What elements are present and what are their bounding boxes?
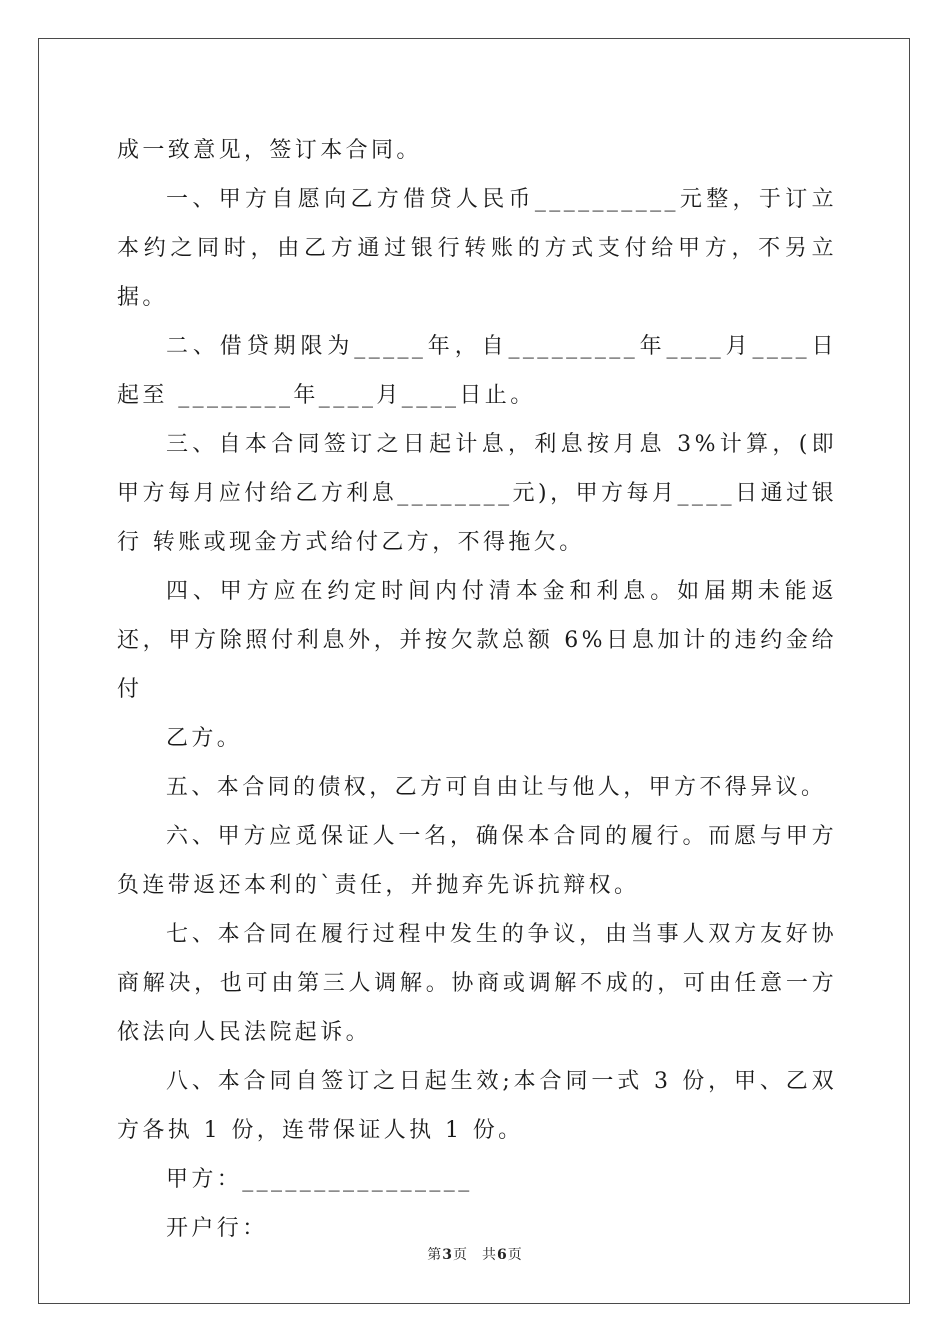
total-suffix: 页 <box>507 1247 523 1263</box>
page-footer <box>0 1244 950 1264</box>
page-suffix: 页 <box>453 1247 468 1263</box>
clause-7: 七、本合同在履行过程中发生的争议，由当事人双方友好协商解决，也可由第三人调解。协商或调解不成的，可由任意一方 依法向人民法院起诉。 <box>117 922 848 1045</box>
document-body <box>117 126 848 1253</box>
paragraph-intro: 成一致意见，签订本合同。 <box>117 138 422 163</box>
clause-6: 六、甲方应觅保证人一名，确保本合同的履行。而愿与甲方负连带返还本利的`责任，并抛弃先诉抗辩权。 <box>117 824 837 898</box>
page-prefix: 第 <box>427 1247 443 1263</box>
party-a-signature-line: 甲方：________________ <box>166 1167 473 1192</box>
total-pages: 6 <box>497 1247 508 1263</box>
bank-account-line: 开户行： <box>166 1216 268 1241</box>
clause-2: 二、借贷期限为_____年，自_________年____月____日起至 ________年____月____日止。 <box>117 334 837 408</box>
clause-1: 一、甲方自愿向乙方借贷人民币__________元整，于订立本约之同时，由乙方通过银行转账的方式支付给甲方，不另立据。 <box>117 187 837 310</box>
total-prefix: 共 <box>482 1247 497 1263</box>
clause-5: 五、本合同的债权，乙方可自由让与他人，甲方不得异议。 <box>166 775 827 800</box>
clause-4-continuation: 乙方。 <box>166 726 243 751</box>
clause-4: 四、甲方应在约定时间内付清本金和利息。如届期未能返还，甲方除照付利息外，并按欠款总额 6%日息加计的违约金给付 <box>117 579 837 702</box>
clause-3: 三、自本合同签订之日起计息，利息按月息 3%计算，(即甲方每月应付给乙方利息________元)，甲方每月____日通过银行 转账或现金方式给付乙方，不得拖欠。 <box>117 432 837 555</box>
clause-8: 八、本合同自签订之日起生效;本合同一式 3 份，甲、乙双方各执 1 份，连带保证人执 1 份。 <box>117 1069 837 1143</box>
page-number: 3 <box>442 1247 453 1263</box>
